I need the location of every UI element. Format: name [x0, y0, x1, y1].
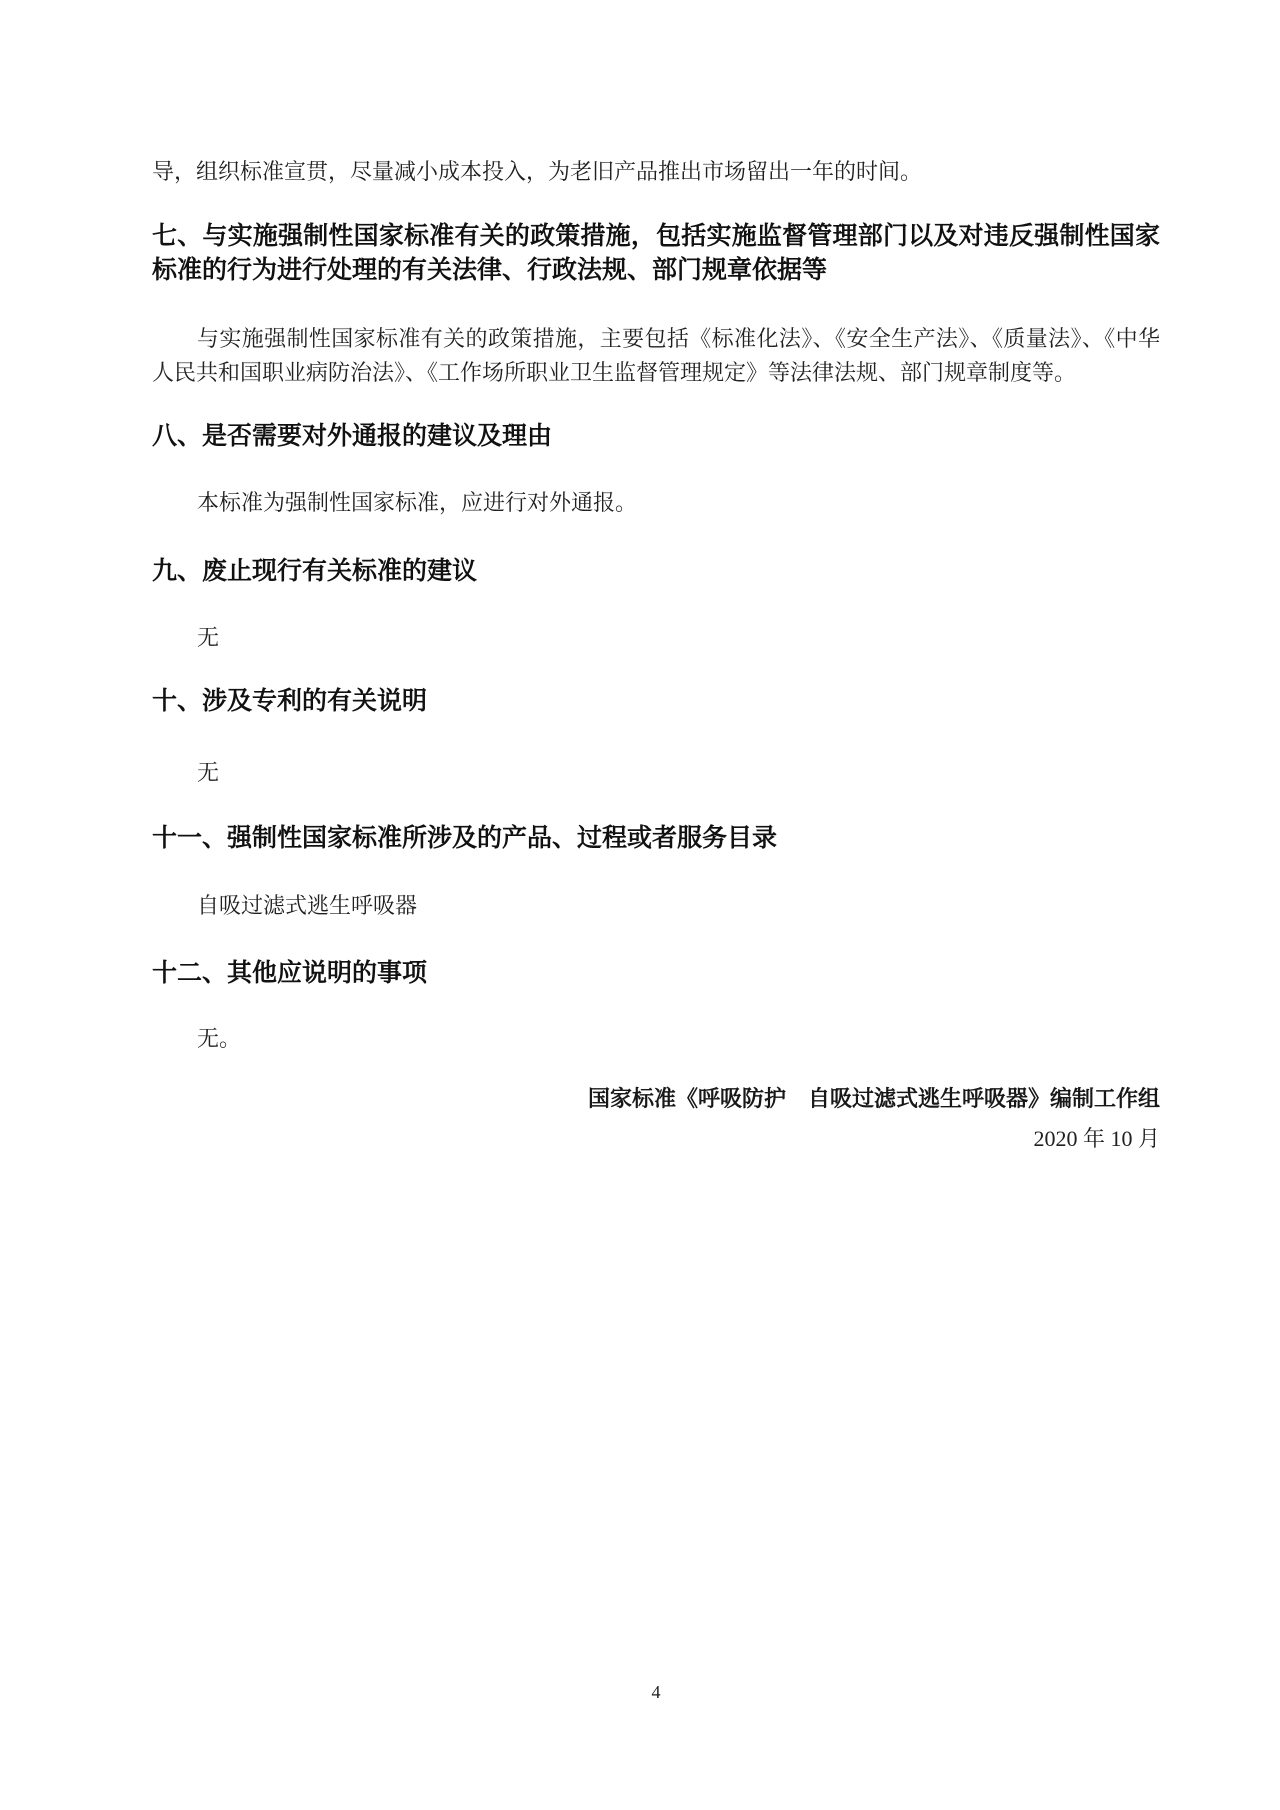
section-10-body: 无	[197, 760, 220, 785]
continuation-paragraph: 导，组织标准宣贯，尽量减小成本投入，为老旧产品推出市场留出一年的时间。	[152, 159, 923, 184]
drafting-group-signature: 国家标准《呼吸防护 自吸过滤式逃生呼吸器》编制工作组	[587, 1086, 1160, 1111]
section-7-body: 与实施强制性国家标准有关的政策措施，主要包括《标准化法》、《安全生产法》、《质量法》、《中华人民共和国职业病防治法》、《工作场所职业卫生监督管理规定》等法律法规、部门规章制度等。	[152, 326, 1160, 385]
section-11-body: 自吸过滤式逃生呼吸器	[197, 893, 418, 918]
section-8-body: 本标准为强制性国家标准，应进行对外通报。	[197, 490, 638, 515]
section-12-body: 无。	[197, 1026, 242, 1051]
section-8-heading: 八、是否需要对外通报的建议及理由	[152, 422, 553, 450]
section-12-heading: 十二、其他应说明的事项	[152, 959, 428, 987]
section-7-heading: 七、与实施强制性国家标准有关的政策措施，包括实施监督管理部门以及对违反强制性国家标准的行为进行处理的有关法律、行政法规、部门规章依据等	[152, 222, 1160, 284]
signature-date: 2020 年 10 月	[1033, 1126, 1160, 1151]
section-9-body: 无	[197, 625, 220, 650]
section-10-heading: 十、涉及专利的有关说明	[152, 687, 428, 715]
section-11-heading: 十一、强制性国家标准所涉及的产品、过程或者服务目录	[152, 824, 778, 852]
section-9-heading: 九、废止现行有关标准的建议	[152, 557, 478, 585]
page-number: 4	[651, 1682, 661, 1702]
